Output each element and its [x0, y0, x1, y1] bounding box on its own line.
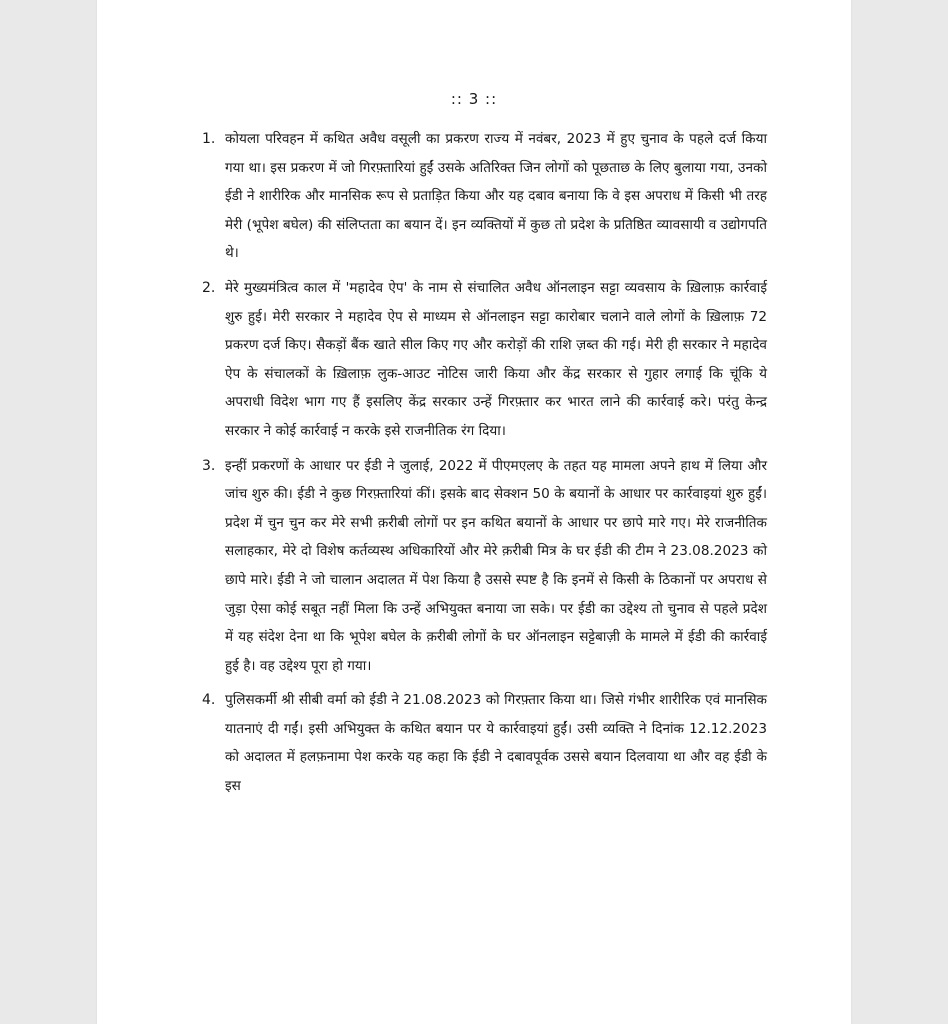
list-item: [202, 125, 767, 268]
page-number: :: 3 ::: [450, 90, 498, 108]
item-number: 3.: [202, 457, 216, 474]
item-text: कोयला परिवहन में कथित अवैध वसूली का प्रकरण राज्य में नवंबर, 2023 में हुए चुनाव के पहले दर्ज किया गया था। इस प्रकरण में जो गिरफ़्तारियां हुईं उसके अतिरिक्त जिन लोगों को पूछताछ के लिए बुलाया गया, उनको ईडी ने शारीरिक और मानसिक रूप से प्रताड़ित किया और यह दबाव बनाया कि वे इस अपराध में किसी भी तरह मेरी (भूपेश बघेल) की संलिप्तता का बयान दें। इन व्यक्तियों में कुछ तो प्रदेश के प्रतिष्ठित व्यावसायी व उद्योगपति थे।: [225, 131, 767, 262]
item-number: 2.: [202, 279, 216, 296]
item-number: 4.: [202, 692, 216, 709]
list-item: [202, 686, 767, 800]
document-page: [97, 0, 851, 1024]
numbered-list: [202, 125, 767, 807]
item-text: पुलिसकर्मी श्री सीबी वर्मा को ईडी ने 21.08.2023 को गिरफ़्तार किया था। जिसे गंभीर शारीरिक एवं मानसिक यातनाएं दी गईं। इसी अभियुक्त के कथित बयान पर ये कार्रवाइयां हुईं। उसी व्यक्ति ने दिनांक 12.12.2023 को अदालत में हलफ़नामा पेश करके यह कहा कि ईडी ने दबावपूर्वक उससे बयान दिलवाया था और वह ईडी के इस: [225, 692, 767, 795]
list-item: [202, 274, 767, 446]
item-text: मेरे मुख्यमंत्रित्व काल में 'महादेव ऐप' के नाम से संचालित अवैध ऑनलाइन सट्टा व्यवसाय के ख़िलाफ़ कार्रवाई शुरु हुई। मेरी सरकार ने महादेव ऐप से माध्यम से ऑनलाइन सट्टा कारोबार चलाने वाले लोगों के ख़िलाफ़ 72 प्रकरण दर्ज किए। सैकड़ों बैंक खाते सील किए गए और करोड़ों की राशि ज़ब्त की गई। मेरी ही सरकार ने महादेव ऐप के संचालकों के ख़िलाफ़ लुक-आउट नोटिस जारी किया और केंद्र सरकार से गुहार लगाई कि चूंकि ये अपराधी विदेश भाग गए हैं इसलिए केंद्र सरकार उन्हें गिरफ़्तार कर भारत लाने की कार्रवाई करे। परंतु केन्द्र सरकार ने कोई कार्रवाई न करके इसे राजनीतिक रंग दिया।: [225, 279, 767, 439]
item-text: इन्हीं प्रकरणों के आधार पर ईडी ने जुलाई, 2022 में पीएमएलए के तहत यह मामला अपने हाथ में लिया और जांच शुरु की। ईडी ने कुछ गिरफ़्तारियां कीं। इसके बाद सेक्शन 50 के बयानों के आधार पर कार्रवाइयां शुरु हुईं। प्रदेश में चुन चुन कर मेरे सभी क़रीबी लोगों पर इन कथित बयानों के आधार पर छापे मारे गए। मेरे राजनीतिक सलाहकार, मेरे दो विशेष कर्तव्यस्थ अधिकारियों और मेरे क़रीबी मित्र के घर ईडी की टीम ने 23.08.2023 को छापे मारे। ईडी ने जो चालान अदालत में पेश किया है उससे स्पष्ट है कि इनमें से किसी के ठिकानों पर अपराध से जुड़ा ऐसा कोई सबूत नहीं मिला कि उन्हें अभियुक्त बनाया जा सके। पर ईडी का उद्देश्य तो चुनाव से पहले प्रदेश में यह संदेश देना था कि भूपेश बघेल के क़रीबी लोगों के घर ऑनलाइन सट्टेबाज़ी के मामले में ईडी की कार्रवाई हुई है। वह उद्देश्य पूरा हो गया।: [225, 457, 767, 674]
item-number: 1.: [202, 131, 216, 147]
list-item: [202, 452, 767, 681]
